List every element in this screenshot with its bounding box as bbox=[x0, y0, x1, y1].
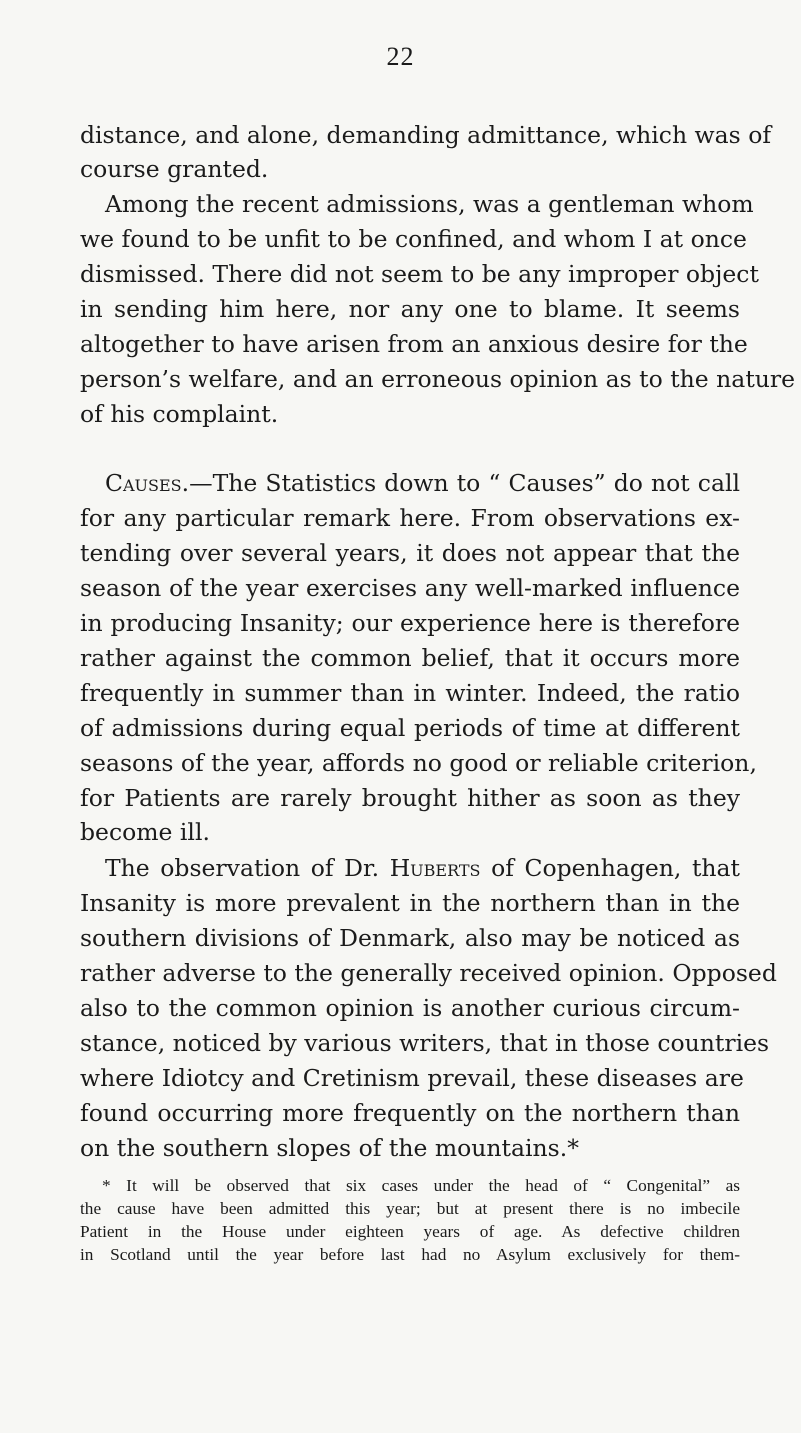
text-line: rather adverse to the generally received opinion. Opposed bbox=[80, 959, 777, 987]
text-line: in sending him here, nor any one to blame. It seems bbox=[80, 295, 740, 323]
text-line: frequently in summer than in winter. Indeed, the ratio bbox=[80, 679, 740, 707]
text-line: in producing Insanity; our experience here is therefore bbox=[80, 609, 740, 637]
text-line: stance, noticed by various writers, that in those countries bbox=[80, 1029, 770, 1057]
text-line: person’s welfare, and an erroneous opinion as to the nature bbox=[80, 365, 796, 393]
text-line: on the southern slopes of the mountains.* bbox=[80, 1134, 579, 1162]
text-line: of admissions during equal periods of time at different bbox=[80, 714, 740, 742]
text-line: where Idiotcy and Cretinism prevail, these diseases are bbox=[80, 1064, 744, 1092]
text-line: for any particular remark here. From observations ex- bbox=[80, 504, 740, 532]
footnote-line: Patient in the House under eighteen years of age. As defective children bbox=[80, 1222, 740, 1241]
footnote-line: the cause have been admitted this year; but at present there is no imbecile bbox=[80, 1199, 740, 1218]
page-number: 22 bbox=[386, 42, 415, 71]
text-line: altogether to have arisen from an anxious desire for the bbox=[80, 330, 748, 358]
footnote-line: * It will be observed that six cases under the head of “ Congenital” as bbox=[102, 1176, 740, 1195]
text-line: The observation of Dr. Huberts of Copenhagen, that bbox=[105, 854, 740, 882]
text-line: Insanity is more prevalent in the northern than in the bbox=[80, 889, 740, 917]
footnote-line: in Scotland until the year before last had no Asylum exclusively for them- bbox=[80, 1245, 740, 1264]
text-line: tending over several years, it does not appear that the bbox=[80, 539, 740, 567]
text-line: southern divisions of Denmark, also may be noticed as bbox=[80, 924, 740, 952]
text-line: also to the common opinion is another curious circum- bbox=[80, 994, 740, 1022]
text-line: course granted. bbox=[80, 155, 269, 183]
text-line: dismissed. There did not seem to be any improper object bbox=[80, 260, 759, 288]
text-line: become ill. bbox=[80, 818, 210, 846]
text-line: Causes.—The Statistics down to “ Causes” do not call bbox=[105, 469, 740, 497]
section-heading: Causes. bbox=[105, 469, 190, 497]
person-name: Huberts bbox=[389, 854, 481, 882]
text-line: rather against the common belief, that it occurs more bbox=[80, 644, 740, 672]
text-line: distance, and alone, demanding admittance, which was of bbox=[80, 121, 772, 149]
text-line: for Patients are rarely brought hither as soon as they bbox=[80, 784, 740, 812]
text-line: we found to be unfit to be confined, and whom I at once bbox=[80, 225, 747, 253]
text-line: Among the recent admissions, was a gentleman whom bbox=[105, 190, 754, 218]
text-line: of his complaint. bbox=[80, 400, 279, 428]
text-line: found occurring more frequently on the northern than bbox=[80, 1099, 740, 1127]
text-line: season of the year exercises any well-marked influence bbox=[80, 574, 740, 602]
text-line: seasons of the year, affords no good or reliable criterion, bbox=[80, 749, 757, 777]
